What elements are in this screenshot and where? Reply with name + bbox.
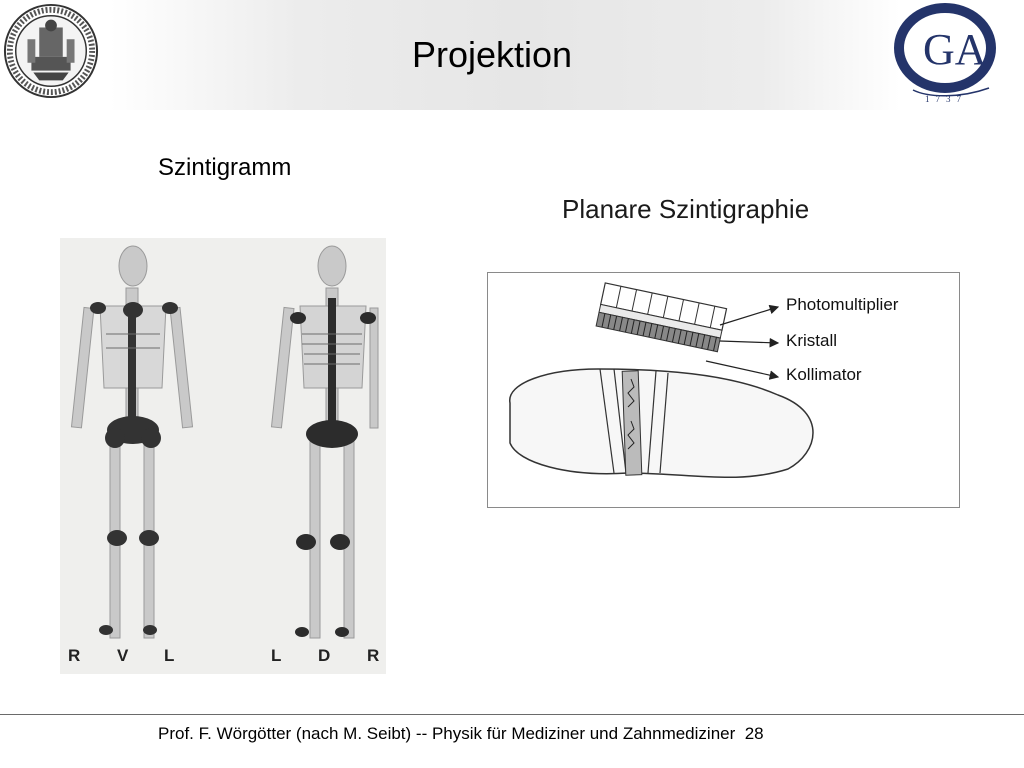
figure-title: Planare Szintigraphie (562, 194, 810, 224)
bone-scintigram-image (60, 238, 386, 674)
scan-label-d: D (318, 646, 331, 665)
label-photomultiplier: Photomultiplier (786, 295, 899, 314)
section-heading: Szintigramm (158, 154, 292, 181)
university-logo (893, 2, 1005, 106)
scan-label-l-back: L (271, 646, 282, 665)
scan-label-l-front: L (164, 646, 175, 665)
footer-divider (0, 714, 1024, 715)
scan-label-v: V (117, 646, 129, 665)
logo-lettering: GA (923, 25, 987, 74)
label-kristall: Kristall (786, 331, 838, 350)
page-number: 28 (744, 724, 764, 743)
logo-year: 1737 (925, 94, 967, 104)
scan-label-r-back: R (367, 646, 380, 665)
slide-footer (158, 724, 764, 744)
scan-label-r-front: R (68, 646, 81, 665)
scintigraphy-diagram (487, 272, 960, 508)
footer-text: Prof. F. Wörgötter (nach M. Seibt) -- Physik für Mediziner und Zahnmediziner (158, 724, 736, 743)
slide-title: Projektion (411, 34, 573, 75)
label-kollimator: Kollimator (786, 365, 862, 384)
